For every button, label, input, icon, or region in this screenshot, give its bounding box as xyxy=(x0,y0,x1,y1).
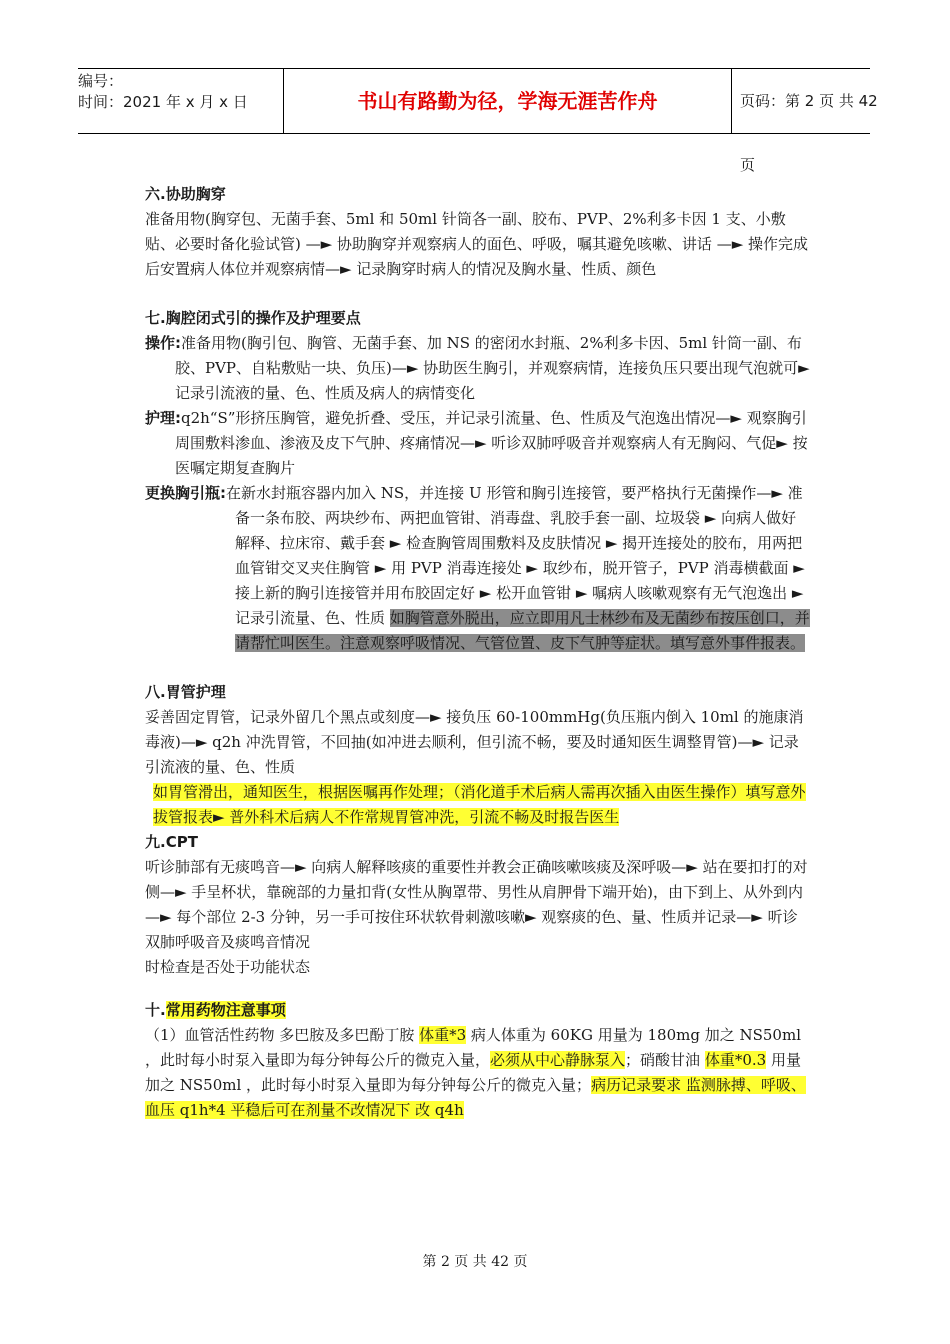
page-footer: 第 2 页 共 42 页 xyxy=(422,1254,528,1270)
section-closed-drainage xyxy=(145,306,810,656)
drug-text: 用量加之 NS50ml ，此时每小时泵入量即为每分钟每公斤的微克入量； xyxy=(145,1051,801,1094)
care-label: 护理: xyxy=(145,409,181,427)
header-page-label: 页码：第 2 页 共 42 页 xyxy=(740,92,878,174)
page-header xyxy=(78,68,878,174)
section-gastric-tube xyxy=(145,680,810,830)
care-paragraph xyxy=(145,406,810,481)
gastric-highlight: 如胃管滑出，通知医生，根据医嘱再作处理；（消化道手术后病人需再次插入由医生操作）填写意外拔管报表► 普外科术后病人不作常规胃管冲洗，引流不畅及时报告医生 xyxy=(153,783,806,826)
change-bottle-label: 更换胸引瓶: xyxy=(145,484,226,502)
section-title: 八.胃管护理 xyxy=(145,683,226,701)
drug-highlight: 体重*3 xyxy=(419,1026,467,1044)
document-body xyxy=(145,182,810,1123)
section-text: 听诊肺部有无痰鸣音—► 向病人解释咳痰的重要性并教会正确咳嗽咳痰及深呼吸—► 站在要扣打的对侧—► 手呈杯状，靠碗部的力量扣背(女性从胸罩带、男性从肩胛骨下端开始)，由下到上、从外到内 —► 每个部位 2-3 分钟，另一手可按住环状软骨刺激咳嗽► 观察痰的色、量、性质并记录—► 听诊双肺呼吸音及痰鸣音情况 xyxy=(145,858,808,951)
section-title: 六.协助胸穿 xyxy=(145,185,226,203)
section-text: 准备用物(胸穿包、无菌手套、5ml 和 50ml 针筒各一副、胶布、PVP、2%利多卡因 1 支、小敷贴、必要时备化验试管) —► 协助胸穿并观察病人的面色、呼吸，嘱其避免咳嗽、讲话 —► 操作完成后安置病人体位并观察病情—► 记录胸穿时病人的情况及胸水量、性质、颜色 xyxy=(145,210,808,278)
drug-highlight: 体重*0.3 xyxy=(704,1051,767,1069)
drug-text: ；硝酸甘油 xyxy=(625,1051,705,1069)
operation-label: 操作: xyxy=(145,334,181,352)
section-title-text: 常用药物注意事项 xyxy=(165,1001,286,1019)
drug-paragraph xyxy=(145,1023,810,1123)
header-motto: 书山有路勤为径，学海无涯苦作舟 xyxy=(357,89,658,113)
section-title: 九.CPT xyxy=(145,833,198,851)
section-title xyxy=(145,998,810,1023)
drug-text: （1）血管活性药物 多巴胺及多巴酚丁胺 xyxy=(145,1026,420,1044)
change-bottle-paragraph xyxy=(145,481,810,656)
doc-number-label: 编号： xyxy=(78,72,124,90)
section-drug-notes xyxy=(145,998,810,1123)
care-text: q2h“S”形挤压胸管，避免折叠、受压，并记录引流量、色、性质及气泡逸出情况—► 观察胸引周围敷料渗血、渗液及皮下气肿、疼痛情况—► 听诊双肺呼吸音并观察病人有无胸闷、气促► 按医嘱定期复查胸片 xyxy=(175,409,808,477)
header-left-cell xyxy=(78,69,283,135)
drug-text: 病人体重为 60KG 用量为 180mg 加之 NS50ml ，此时每小时泵入量即为每分钟每公斤的微克入量， xyxy=(145,1026,801,1069)
drug-highlight: 病历记录要求 监测脉搏、呼吸、血压 q1h*4 平稳后可在剂量不改情况下 改 q4h xyxy=(145,1076,806,1119)
change-bottle-text: 在新水封瓶容器内加入 NS，并连接 U 形管和胸引连接管，要严格执行无菌操作—► 准备一条布胶、两块纱布、两把血管钳、消毒盘、乳胶手套一副、垃圾袋 ► 向病人做好解释、拉床帘、戴手套 ► 检查胸管周围敷料及皮肤情况 ► 揭开连接处的胶布，用两把血管钳交叉夹住胸管 ► 用 PVP 消毒连接处 ► 取纱布，脱开管子，PVP 消毒横截面 ► 接上新的胸引连接管并用布胶固定好 ► 松开血管钳 ► 嘱病人咳嗽观察有无气泡逸出 ► 记录引流量、色、性质 xyxy=(226,484,805,627)
accident-highlight: 如胸管意外脱出，应立即用凡士林纱布及无菌纱布按压创口，并请帮忙叫医生。注意观察呼吸情况、气管位置、皮下气肿等症状。填写意外事件报表。 xyxy=(235,609,810,652)
section-number: 十. xyxy=(145,1001,166,1019)
operation-text: 准备用物(胸引包、胸管、无菌手套、加 NS 的密闭水封瓶、2%利多卡因、5ml 针筒一副、布胶、PVP、自粘敷贴一块、负压)—► 协助医生胸引，并观察病情，连接负压只要出现气泡就可► 记录引流液的量、色、性质及病人的病情变化 xyxy=(175,334,810,402)
gastric-highlight-paragraph xyxy=(145,780,810,830)
section-cpt xyxy=(145,830,810,980)
doc-time-label: 时间：2021 年 x 月 x 日 xyxy=(78,93,248,111)
section-chest-puncture xyxy=(145,182,810,282)
header-motto-cell xyxy=(283,69,732,133)
operation-paragraph xyxy=(145,331,810,406)
section-text: 妥善固定胃管，记录外留几个黑点或刻度—► 接负压 60-100mmHg(负压瓶内倒入 10ml 的施康消毒液)—► q2h 冲洗胃管，不回抽(如冲进去顺利，但引流不畅，要及时通知医生调整胃管)—► 记录引流液的量、色、性质 xyxy=(145,708,804,776)
drug-highlight: 必须从中心静脉泵入 xyxy=(490,1051,626,1069)
section-title: 七.胸腔闭式引的操作及护理要点 xyxy=(145,309,361,327)
section-tail-text: 时检查是否处于功能状态 xyxy=(145,958,311,976)
